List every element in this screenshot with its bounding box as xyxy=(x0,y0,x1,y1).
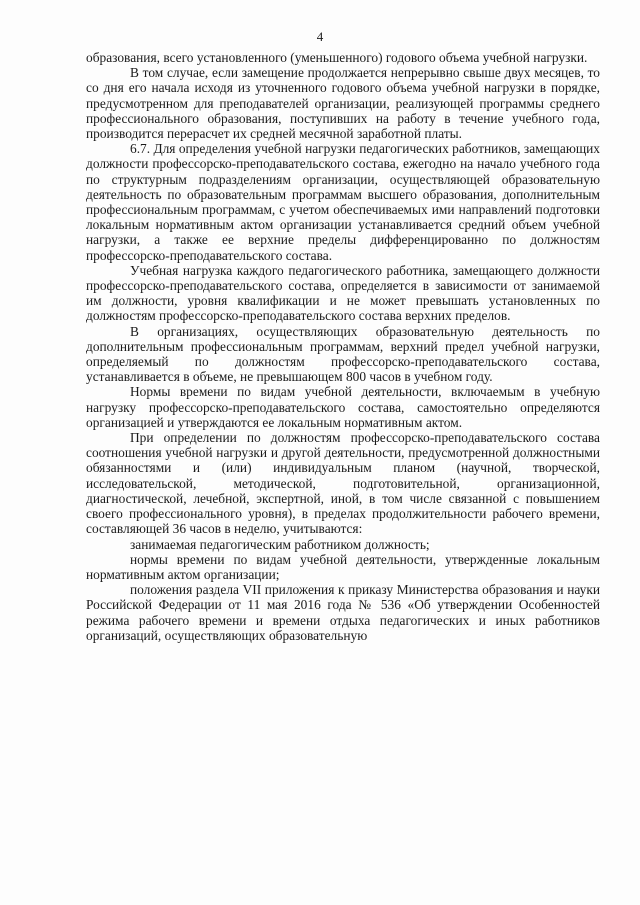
list-item-time-norms: нормы времени по видам учебной деятельности, утвержденные локальным нормативным актом организации; xyxy=(86,551,600,582)
document-body xyxy=(86,50,600,643)
page-number: 4 xyxy=(316,29,324,44)
paragraph-section-6-7: 6.7. Для определения учебной нагрузки педагогических работников, замещающих должности профессорско-преподавательского состава, ежегодно на начало учебного года по структурным подразделениям организации, осуществляющей образовательную деятельность по образовательным программам высшего образования, дополнительным профессиональным программам, с учетом обеспечиваемых ими направлений подготовки локальным нормативным актом организации устанавливается средний объем учебной нагрузки, а также ее верхние пределы дифференцированно по должностям профессорско-преподавательского состава. xyxy=(86,141,600,263)
paragraph-individual-load: Учебная нагрузка каждого педагогического работника, замещающего должности профессорско-преподавательского состава, определяется в зависимости от занимаемой им должности, уровня квалификации и не может превышать установленных по должностям профессорско-преподавательского состава верхних пределов. xyxy=(86,262,600,324)
paragraph-time-norms: Нормы времени по видам учебной деятельности, включаемым в учебную нагрузку профессорско-преподавательского состава, самостоятельно определяются организацией и утверждаются ее локальным нормативным актом. xyxy=(86,384,600,430)
list-item-order-536: положения раздела VII приложения к приказу Министерства образования и науки Российской Федерации от 11 мая 2016 года № 536 «Об утверждении Особенностей режима рабочего времени и времени отдыха педагогических и иных работников организаций, осуществляющих образовательную xyxy=(86,582,600,643)
paragraph-load-ratio: При определении по должностям профессорско-преподавательского состава соотношения учебной нагрузки и другой деятельности, предусмотренной должностными обязанностями и (или) индивидуальным планом (научной, творческой, исследовательской, методической, подготовительной, организационной, диагностической, лечебной, экспертной, иной, в том числе связанной с повышением своего профессионального уровня), в пределах продолжительности рабочего времени, составляющей 36 часов в неделю, учитываются: xyxy=(86,430,600,537)
paragraph-substitution-recalculation: В том случае, если замещение продолжается непрерывно свыше двух месяцев, то со дня его начала исходя из уточненного годового объема учебной нагрузки в порядке, предусмотренном для преподавателей организации, реализующей программы среднего профессионального образования, поступивших на работу в течение учебного года, производится перерасчет их средней месячной заработной платы. xyxy=(86,65,600,142)
list-item-position: занимаемая педагогическим работником должность; xyxy=(130,536,430,552)
paragraph-continuation: образования, всего установленного (уменьшенного) годового объема учебной нагрузки. xyxy=(86,50,588,65)
paragraph-upper-limit-800: В организациях, осуществляющих образовательную деятельность по дополнительным профессиональным программам, верхний предел учебной нагрузки, определяемый по должностям профессорско-преподавательского состава, устанавливается в объеме, не превышающем 800 часов в учебном году. xyxy=(86,323,600,385)
